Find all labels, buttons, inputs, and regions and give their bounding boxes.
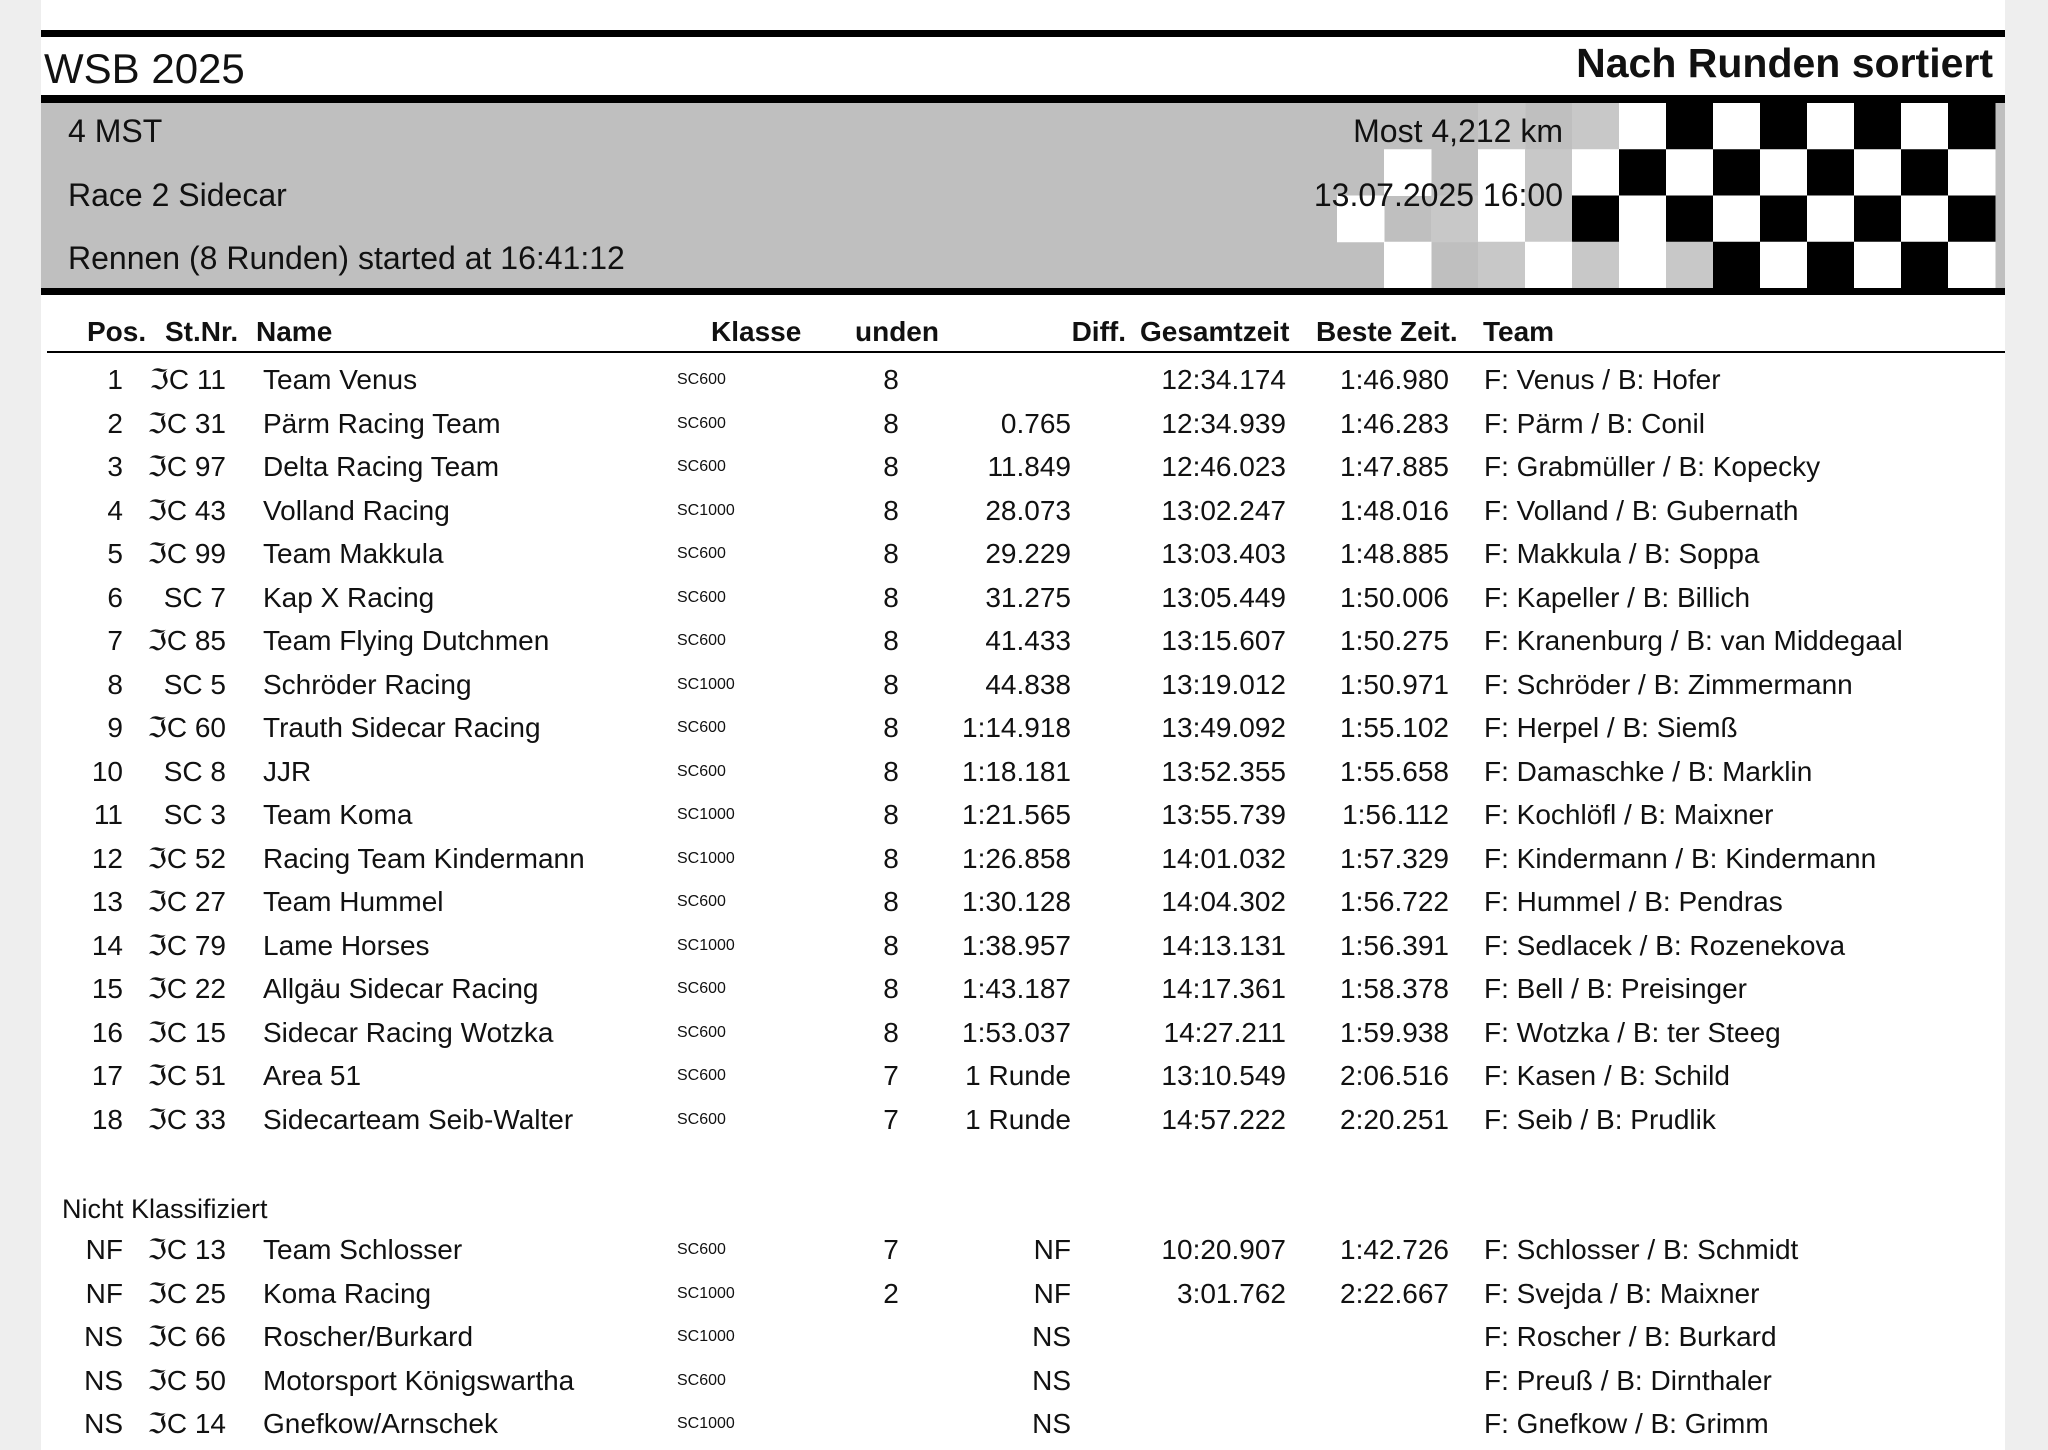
cell-total-time: 13:03.403 [1161,538,1286,569]
flag-square [1713,242,1761,288]
result-row [41,1099,2005,1141]
cell-team-name: Area 51 [263,1060,362,1091]
cell-position: 14 [91,929,123,961]
cell-laps: 8 [883,494,899,526]
cell-gap: 29.229 [985,538,1071,569]
flag-square [1948,103,1996,150]
results-sheet [41,0,2005,1450]
cell-best-lap: 2:22.667 [1340,1277,1449,1309]
flag-square [1854,242,1902,288]
cell-team-name: Allgäu Sidecar Racing [263,973,539,1004]
result-row [41,707,2005,749]
cell-laps: 8 [883,668,899,700]
cell-class: SC600 [677,545,726,562]
cell-crew: F: Makkula / B: Soppa [1484,538,1760,569]
cell-gap: 1:21.565 [962,799,1071,830]
col-diff: Diff. [1071,316,1126,347]
cell-start-number: ℑC 85 [147,625,226,656]
cell-laps: 8 [883,886,899,917]
flag-square [1807,149,1855,196]
col-total-time: Gesamtzeit [1140,316,1290,347]
result-row [41,664,2005,706]
result-row [41,1229,2005,1271]
flag-square [1619,196,1667,243]
cell-gap: 1:26.858 [962,842,1071,874]
cell-laps: 7 [883,1060,899,1091]
event-info-panel [41,103,2005,288]
cell-best-lap: 1:46.283 [1340,407,1449,439]
cell-laps: 8 [883,407,899,439]
cell-gap: NS [1032,1364,1071,1396]
cell-best-lap: 1:50.275 [1340,625,1449,656]
cell-start-number: ℑC 11 [149,364,226,395]
cell-start-number: SC 5 [163,668,226,700]
cell-total-time: 13:49.092 [1161,712,1286,743]
cell-team-name: Team Flying Dutchmen [263,625,550,656]
cell-gap: 28.073 [985,494,1071,526]
series-title: WSB 2025 [44,45,245,92]
result-row [41,1055,2005,1097]
flag-square [1572,242,1620,288]
cell-start-number: ℑC 13 [147,1234,226,1265]
cell-crew: F: Volland / B: Gubernath [1484,494,1799,526]
cell-class: SC1000 [677,1415,735,1432]
cell-class: SC600 [677,1371,726,1389]
cell-class: SC1000 [677,501,735,519]
cell-laps: 8 [883,1016,899,1048]
cell-best-lap: 1:46.980 [1340,364,1449,395]
cell-team-name: Roscher/Burkard [263,1321,474,1352]
cell-start-number: SC 7 [163,581,226,613]
cell-position: NS [84,1364,123,1396]
cell-start-number: ℑC 60 [147,712,226,743]
cell-position: 17 [91,1060,123,1091]
cell-best-lap: 1:47.885 [1340,451,1449,482]
cell-start-number: ℑC 31 [147,407,226,439]
cell-team-name: Gnefkow/Arnschek [263,1408,498,1439]
cell-team-name: Koma Racing [263,1277,432,1309]
cell-laps: 7 [883,1103,899,1135]
flag-square [1619,242,1667,288]
result-row [41,1403,2005,1445]
cell-crew: F: Gnefkow / B: Grimm [1484,1408,1769,1439]
flag-square [1713,103,1761,150]
flag-square [1760,196,1808,243]
cell-class: SC600 [677,371,726,388]
cell-start-number: ℑC 22 [147,973,226,1004]
cell-best-lap: 1:56.722 [1340,886,1449,917]
col-best-lap: Beste Zeit. [1316,316,1458,347]
cell-total-time: 12:34.174 [1161,364,1286,395]
cell-start-number: ℑC 97 [147,451,226,482]
cell-best-lap: 1:56.112 [1342,799,1449,830]
flag-square [1713,196,1761,243]
cell-crew: F: Seib / B: Prudlik [1484,1103,1716,1135]
cell-crew: F: Kapeller / B: Billich [1484,581,1751,613]
cell-position: 10 [91,755,123,787]
cell-team-name: Sidecar Racing Wotzka [263,1016,554,1048]
cell-best-lap: 1:59.938 [1340,1016,1449,1048]
cell-position: 3 [107,451,123,482]
col-name: Name [256,316,333,347]
cell-best-lap: 2:20.251 [1340,1103,1449,1135]
cell-class: SC600 [677,632,726,649]
cell-team-name: Team Venus [263,364,418,395]
cell-best-lap: 1:55.658 [1340,755,1449,787]
cell-crew: F: Sedlacek / B: Rozenekova [1484,929,1846,961]
flag-square [1619,103,1667,150]
flag-square [1948,196,1996,243]
cell-laps: 7 [883,1234,899,1265]
column-header-row [47,313,2005,353]
cell-gap: 31.275 [985,581,1071,613]
cell-gap: 44.838 [985,668,1071,700]
cell-total-time: 12:46.023 [1161,451,1286,482]
cell-crew: F: Preuß / B: Dirnthaler [1484,1364,1772,1396]
col-start-number: St.Nr. [165,316,239,347]
flag-square [1901,149,1949,196]
cell-start-number: ℑC 51 [147,1060,226,1091]
col-pos: Pos. [87,316,147,347]
cell-position: NS [84,1408,123,1439]
cell-position: 11 [93,799,123,830]
cell-start-number: SC 3 [163,799,226,830]
cell-gap: 1:14.918 [962,712,1071,743]
cell-class: SC600 [677,893,726,910]
cell-class: SC1000 [677,1328,735,1345]
flag-square [1525,242,1573,288]
cell-team-name: Team Makkula [263,538,444,569]
flag-square [1807,242,1855,288]
cell-position: 16 [91,1016,123,1048]
cell-position: 8 [107,668,123,700]
cell-best-lap: 1:56.391 [1340,929,1449,961]
flag-square [1901,242,1949,288]
event-datetime: 13.07.2025 16:00 [1313,177,1563,213]
result-row [41,403,2005,445]
cell-laps: 8 [883,712,899,743]
flag-square [1572,196,1620,243]
cell-team-name: Schröder Racing [263,668,472,700]
cell-team-name: Team Hummel [263,886,444,917]
cell-total-time: 3:01.762 [1177,1277,1286,1309]
cell-crew: F: Schlosser / B: Schmidt [1484,1234,1799,1265]
cell-position: 4 [107,494,123,526]
cell-gap: 1 Runde [965,1060,1071,1091]
cell-total-time: 13:10.549 [1161,1060,1286,1091]
cell-gap: 1:18.181 [962,755,1071,787]
cell-gap: 1:53.037 [962,1016,1071,1048]
result-row [41,838,2005,880]
cell-position: 1 [107,364,123,395]
cell-start-number: ℑC 50 [147,1364,226,1396]
not-classified-heading: Nicht Klassifiziert [62,1194,268,1224]
cell-position: NF [85,1277,123,1309]
cell-position: 2 [107,407,123,439]
cell-gap: 1:43.187 [962,973,1071,1004]
cell-class: SC600 [677,1110,726,1128]
cell-best-lap: 1:50.971 [1340,668,1449,700]
cell-laps: 8 [883,625,899,656]
result-row [41,1273,2005,1315]
flag-square [1854,196,1902,243]
cell-best-lap: 1:58.378 [1340,973,1449,1004]
cell-crew: F: Venus / B: Hofer [1484,364,1721,395]
cell-gap: NS [1032,1321,1071,1352]
flag-square [1760,242,1808,288]
flag-square [1854,103,1902,150]
cell-gap: 1:38.957 [962,929,1071,961]
flag-square [1901,103,1949,150]
flag-square [1384,242,1432,288]
cell-position: 7 [107,625,123,656]
cell-position: 6 [107,581,123,613]
cell-class: SC600 [677,1067,726,1084]
flag-square [1572,103,1620,150]
cell-total-time: 14:04.302 [1161,886,1286,917]
cell-crew: F: Kindermann / B: Kindermann [1484,842,1877,874]
cell-start-number: ℑC 25 [147,1277,226,1309]
flag-square [1713,149,1761,196]
cell-start-number: SC 8 [163,755,226,787]
cell-class: SC600 [677,1241,726,1258]
cell-start-number: ℑC 52 [147,842,226,874]
result-row [41,1316,2005,1358]
cell-position: 13 [91,886,123,917]
cell-crew: F: Pärm / B: Conil [1484,407,1705,439]
cell-team-name: Sidecarteam Seib-Walter [263,1103,574,1135]
cell-start-number: ℑC 33 [147,1103,226,1135]
cell-position: 5 [107,538,123,569]
cell-start-number: ℑC 79 [147,929,226,961]
cell-class: SC600 [677,762,726,780]
col-laps: unden [855,316,939,347]
result-row [41,1360,2005,1402]
result-row [41,794,2005,836]
result-row [41,490,2005,532]
cell-position: 9 [107,712,123,743]
cell-start-number: ℑC 43 [147,494,226,526]
result-row [41,925,2005,967]
cell-crew: F: Hummel / B: Pendras [1484,886,1783,917]
cell-crew: F: Damaschke / B: Marklin [1484,755,1813,787]
col-team: Team [1483,316,1555,347]
cell-crew: F: Svejda / B: Maixner [1484,1277,1760,1309]
cell-team-name: Team Schlosser [263,1234,463,1265]
flag-square [1807,196,1855,243]
cell-crew: F: Kranenburg / B: van Middegaal [1484,625,1903,656]
result-row [41,577,2005,619]
flag-square [1666,149,1714,196]
cell-laps: 8 [883,364,899,395]
cell-team-name: Volland Racing [263,494,450,526]
cell-team-name: Trauth Sidecar Racing [263,712,541,743]
cell-crew: F: Bell / B: Preisinger [1484,973,1747,1004]
col-class: Klasse [711,316,802,347]
cell-team-name: Pärm Racing Team [263,407,501,439]
event-track: Most 4,212 km [1353,113,1563,149]
cell-gap: 0.765 [1000,407,1071,439]
cell-laps: 8 [883,755,899,787]
cell-total-time: 10:20.907 [1161,1234,1286,1265]
result-row [41,751,2005,793]
cell-crew: F: Kasen / B: Schild [1484,1060,1730,1091]
cell-start-number: ℑC 99 [147,538,226,569]
cell-gap: 41.433 [985,625,1071,656]
event-round: 4 MST [68,113,163,149]
cell-gap: NF [1033,1234,1071,1265]
flag-square [1854,149,1902,196]
cell-position: 12 [91,842,123,874]
flag-square [1948,149,1996,196]
cell-total-time: 14:57.222 [1161,1103,1286,1135]
flag-square [1619,149,1667,196]
flag-square [1478,242,1526,288]
cell-class: SC1000 [677,936,735,954]
cell-crew: F: Herpel / B: Siemß [1484,712,1738,743]
cell-best-lap: 1:55.102 [1340,712,1449,743]
cell-class: SC600 [677,980,726,997]
cell-position: NS [84,1321,123,1352]
flag-square [1572,149,1620,196]
cell-best-lap: 1:42.726 [1340,1234,1449,1265]
cell-laps: 8 [883,538,899,569]
cell-total-time: 13:15.607 [1161,625,1286,656]
cell-crew: F: Kochlöfl / B: Maixner [1484,799,1774,830]
cell-total-time: 14:27.211 [1163,1016,1286,1048]
result-row [41,620,2005,662]
cell-class: SC600 [677,414,726,432]
cell-total-time: 14:01.032 [1161,842,1286,874]
cell-position: 15 [91,973,123,1004]
cell-laps: 8 [883,581,899,613]
cell-class: SC600 [677,458,726,475]
cell-laps: 8 [883,451,899,482]
cell-gap: 11.849 [987,451,1071,482]
event-session: Rennen (8 Runden) started at 16:41:12 [68,240,625,276]
cell-class: SC600 [677,588,726,606]
cell-total-time: 13:19.012 [1161,668,1286,700]
cell-total-time: 14:17.361 [1161,973,1286,1004]
cell-team-name: Lame Horses [263,929,430,961]
cell-start-number: ℑC 66 [147,1321,226,1352]
cell-total-time: 13:02.247 [1161,494,1286,526]
cell-total-time: 13:52.355 [1161,755,1286,787]
cell-position: NF [85,1234,123,1265]
cell-class: SC600 [677,1023,726,1041]
report-title: Nach Runden sortiert [1576,40,1993,86]
cell-laps: 8 [883,973,899,1004]
flag-square [1901,196,1949,243]
cell-class: SC1000 [677,1284,735,1302]
cell-team-name: Racing Team Kindermann [263,842,585,874]
result-row [41,968,2005,1010]
flag-square [1666,242,1714,288]
cell-start-number: ℑC 15 [147,1016,226,1048]
result-row [41,359,2005,401]
cell-gap: NF [1033,1277,1071,1309]
flag-square [1760,103,1808,150]
cell-crew: F: Wotzka / B: ter Steeg [1484,1016,1781,1048]
cell-total-time: 14:13.131 [1161,929,1286,961]
cell-position: 18 [91,1103,123,1135]
cell-team-name: Kap X Racing [263,581,435,613]
result-row [41,533,2005,575]
cell-class: SC600 [677,719,726,736]
cell-laps: 2 [883,1277,899,1309]
cell-laps: 8 [883,929,899,961]
result-row [41,881,2005,923]
flag-square [1760,149,1808,196]
flag-square [1666,103,1714,150]
cell-class: SC1000 [677,806,735,823]
flag-square [1948,242,1996,288]
cell-team-name: Motorsport Königswartha [263,1364,575,1396]
cell-class: SC1000 [677,675,735,693]
cell-gap: 1:30.128 [962,886,1071,917]
cell-gap: NS [1032,1408,1071,1439]
cell-total-time: 13:05.449 [1161,581,1286,613]
cell-team-name: Delta Racing Team [263,451,500,482]
result-row [41,446,2005,488]
cell-best-lap: 1:50.006 [1340,581,1449,613]
cell-laps: 8 [883,842,899,874]
cell-best-lap: 2:06.516 [1340,1060,1449,1091]
cell-best-lap: 1:57.329 [1340,842,1449,874]
cell-best-lap: 1:48.016 [1340,494,1449,526]
top-rule [41,30,2005,37]
cell-total-time: 13:55.739 [1161,799,1286,830]
cell-team-name: Team Koma [263,799,413,830]
flag-square [1666,196,1714,243]
result-row [41,1012,2005,1054]
cell-laps: 8 [883,799,899,830]
cell-team-name: JJR [263,755,312,787]
cell-start-number: ℑC 27 [147,886,226,917]
cell-crew: F: Roscher / B: Burkard [1484,1321,1777,1352]
cell-best-lap: 1:48.885 [1340,538,1449,569]
cell-gap: 1 Runde [965,1103,1071,1135]
cell-class: SC1000 [677,849,735,867]
flag-square [1807,103,1855,150]
event-race: Race 2 Sidecar [68,177,287,213]
cell-crew: F: Schröder / B: Zimmermann [1484,668,1853,700]
cell-start-number: ℑC 14 [147,1408,226,1439]
cell-total-time: 12:34.939 [1161,407,1286,439]
cell-crew: F: Grabmüller / B: Kopecky [1484,451,1821,482]
